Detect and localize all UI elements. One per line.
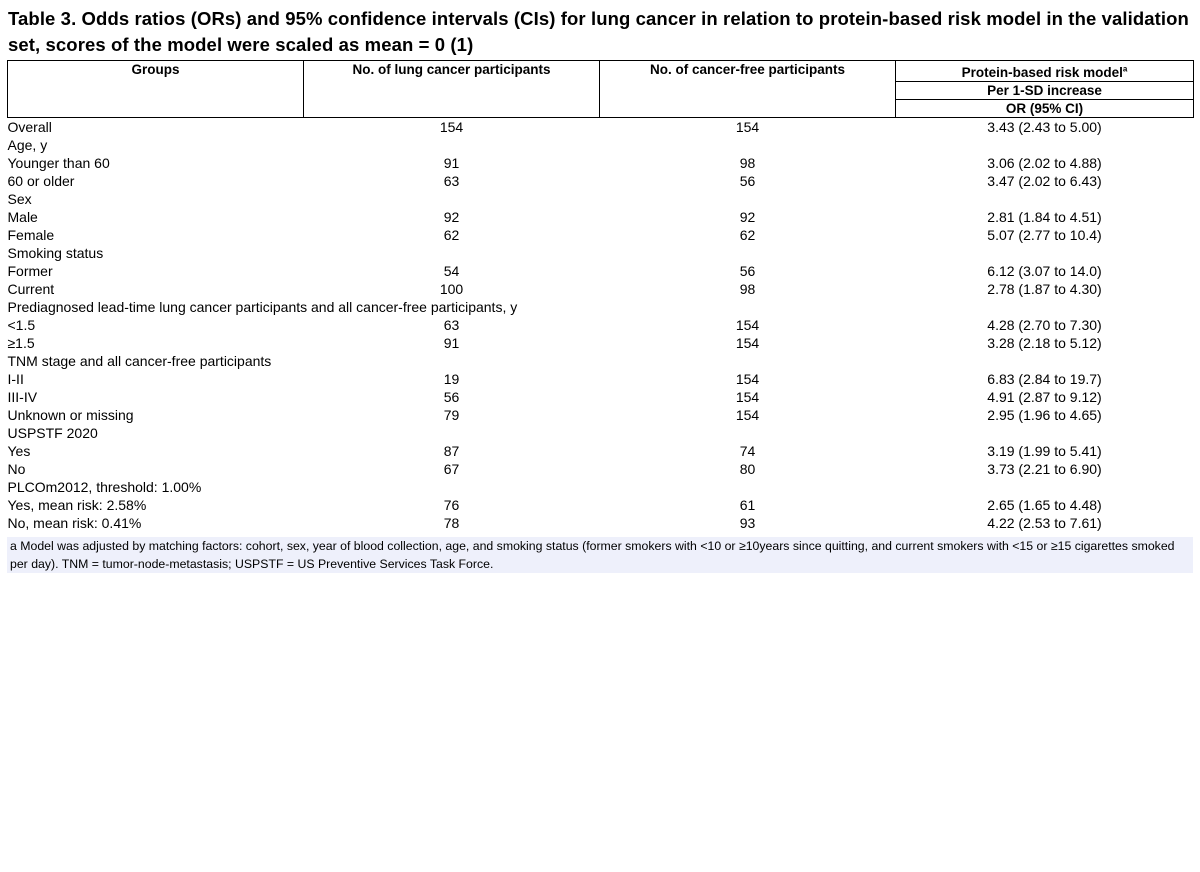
- row-label: <1.5: [7, 317, 36, 333]
- table-row: [8, 316, 1194, 334]
- row-label: Yes, mean risk: 2.58%: [7, 497, 147, 513]
- row-label: 60 or older: [7, 173, 75, 189]
- table-row: [8, 460, 1194, 478]
- row-label: Current: [7, 281, 55, 297]
- lung-cancer-count: 62: [443, 227, 460, 243]
- odds-ratio: 4.91 (2.87 to 9.12): [987, 389, 1102, 405]
- category-row: [8, 244, 1194, 262]
- header-or: OR (95% CI): [896, 100, 1194, 118]
- category-row: [8, 190, 1194, 208]
- category-label: Smoking status: [7, 245, 104, 261]
- row-label: No: [7, 461, 26, 477]
- odds-ratio: 3.06 (2.02 to 4.88): [987, 155, 1102, 171]
- cancer-free-count: 154: [735, 389, 760, 405]
- table-row: [8, 118, 1194, 137]
- lung-cancer-count: 91: [443, 335, 460, 351]
- odds-ratio: 3.19 (1.99 to 5.41): [987, 443, 1102, 459]
- lung-cancer-count: 67: [443, 461, 460, 477]
- table-row: [8, 370, 1194, 388]
- table-row: [8, 280, 1194, 298]
- header-lung-cancer: No. of lung cancer participants: [304, 61, 600, 118]
- table-row: [8, 172, 1194, 190]
- lung-cancer-count: 54: [443, 263, 460, 279]
- table-title: Table 3. Odds ratios (ORs) and 95% confidence intervals (CIs) for lung cancer in relation to protein-based risk model in the validation set, scores of the model were scaled as mean = 0 (1): [8, 8, 1189, 55]
- row-label: I-II: [7, 371, 24, 387]
- lung-cancer-count: 19: [443, 371, 460, 387]
- category-row: [8, 298, 1194, 316]
- odds-ratio: 2.78 (1.87 to 4.30): [987, 281, 1102, 297]
- cancer-free-count: 74: [739, 443, 756, 459]
- lung-cancer-count: 63: [443, 173, 460, 189]
- cancer-free-count: 154: [735, 317, 760, 333]
- cancer-free-count: 62: [739, 227, 756, 243]
- category-row: [8, 424, 1194, 442]
- cancer-free-count: 154: [735, 371, 760, 387]
- odds-ratio: 2.65 (1.65 to 4.48): [987, 497, 1102, 513]
- lung-cancer-count: 79: [443, 407, 460, 423]
- row-label: Female: [7, 227, 55, 243]
- category-row: [8, 136, 1194, 154]
- cancer-free-count: 61: [739, 497, 756, 513]
- odds-ratio: 5.07 (2.77 to 10.4): [987, 227, 1102, 243]
- cancer-free-count: 154: [735, 335, 760, 351]
- lung-cancer-count: 100: [439, 281, 464, 297]
- lung-cancer-count: 76: [443, 497, 460, 513]
- category-row: [8, 352, 1194, 370]
- odds-ratio: 4.28 (2.70 to 7.30): [987, 317, 1102, 333]
- lung-cancer-count: 78: [443, 515, 460, 531]
- cancer-free-count: 93: [739, 515, 756, 531]
- table-row: [8, 514, 1194, 532]
- cancer-free-count: 154: [735, 407, 760, 423]
- cancer-free-count: 92: [739, 209, 756, 225]
- header-model: Protein-based risk model$^a$: [896, 61, 1194, 82]
- header-groups: Groups: [8, 61, 304, 118]
- category-label: PLCOm2012, threshold: 1.00%: [7, 479, 202, 495]
- row-label: Overall: [7, 119, 52, 135]
- category-label: USPSTF 2020: [7, 425, 98, 441]
- table-body: [8, 118, 1194, 533]
- cancer-free-count: 56: [739, 263, 756, 279]
- odds-ratio: 6.12 (3.07 to 14.0): [987, 263, 1102, 279]
- odds-ratio: 3.47 (2.02 to 6.43): [987, 173, 1102, 189]
- category-label: Age, y: [7, 137, 48, 153]
- row-label: Unknown or missing: [7, 407, 134, 423]
- table-row: [8, 154, 1194, 172]
- table-row: [8, 334, 1194, 352]
- results-table: [7, 60, 1194, 532]
- row-label: III-IV: [7, 389, 38, 405]
- odds-ratio: 2.81 (1.84 to 4.51): [987, 209, 1102, 225]
- table-row: [8, 262, 1194, 280]
- header-cancer-free: No. of cancer-free participants: [600, 61, 896, 118]
- row-label: Former: [7, 263, 53, 279]
- row-label: Younger than 60: [7, 155, 110, 171]
- table-row: [8, 406, 1194, 424]
- category-label: Prediagnosed lead-time lung cancer participants and all cancer-free participants, y: [7, 299, 518, 315]
- category-label: TNM stage and all cancer-free participants: [7, 353, 272, 369]
- odds-ratio: 3.43 (2.43 to 5.00): [987, 119, 1102, 135]
- cancer-free-count: 80: [739, 461, 756, 477]
- lung-cancer-count: 92: [443, 209, 460, 225]
- odds-ratio: 4.22 (2.53 to 7.61): [987, 515, 1102, 531]
- table-row: [8, 496, 1194, 514]
- table-row: [8, 442, 1194, 460]
- cancer-free-count: 154: [735, 119, 760, 135]
- odds-ratio: 6.83 (2.84 to 19.7): [987, 371, 1102, 387]
- odds-ratio: 3.73 (2.21 to 6.90): [987, 461, 1102, 477]
- odds-ratio: 3.28 (2.18 to 5.12): [987, 335, 1102, 351]
- cancer-free-count: 98: [739, 281, 756, 297]
- lung-cancer-count: 63: [443, 317, 460, 333]
- footnote: a Model was adjusted by matching factors: cohort, sex, year of blood collection, age, and smoking status (former smokers with <10 or ≥10years since quitting, and current smokers with <15 or ≥15 cigarettes smoked per day). TNM = tumor-node-metastasis; USPSTF = US Preventive Services Task Force.: [7, 537, 1193, 573]
- row-label: Male: [7, 209, 38, 225]
- table-row: [8, 208, 1194, 226]
- table-row: [8, 388, 1194, 406]
- row-label: ≥1.5: [7, 335, 35, 351]
- header-per-sd: Per 1-SD increase: [896, 82, 1194, 100]
- lung-cancer-count: 91: [443, 155, 460, 171]
- row-label: Yes: [7, 443, 31, 459]
- row-label: No, mean risk: 0.41%: [7, 515, 142, 531]
- table-row: [8, 226, 1194, 244]
- cancer-free-count: 98: [739, 155, 756, 171]
- cancer-free-count: 56: [739, 173, 756, 189]
- lung-cancer-count: 87: [443, 443, 460, 459]
- lung-cancer-count: 154: [439, 119, 464, 135]
- category-row: [8, 478, 1194, 496]
- lung-cancer-count: 56: [443, 389, 460, 405]
- category-label: Sex: [7, 191, 32, 207]
- odds-ratio: 2.95 (1.96 to 4.65): [987, 407, 1102, 423]
